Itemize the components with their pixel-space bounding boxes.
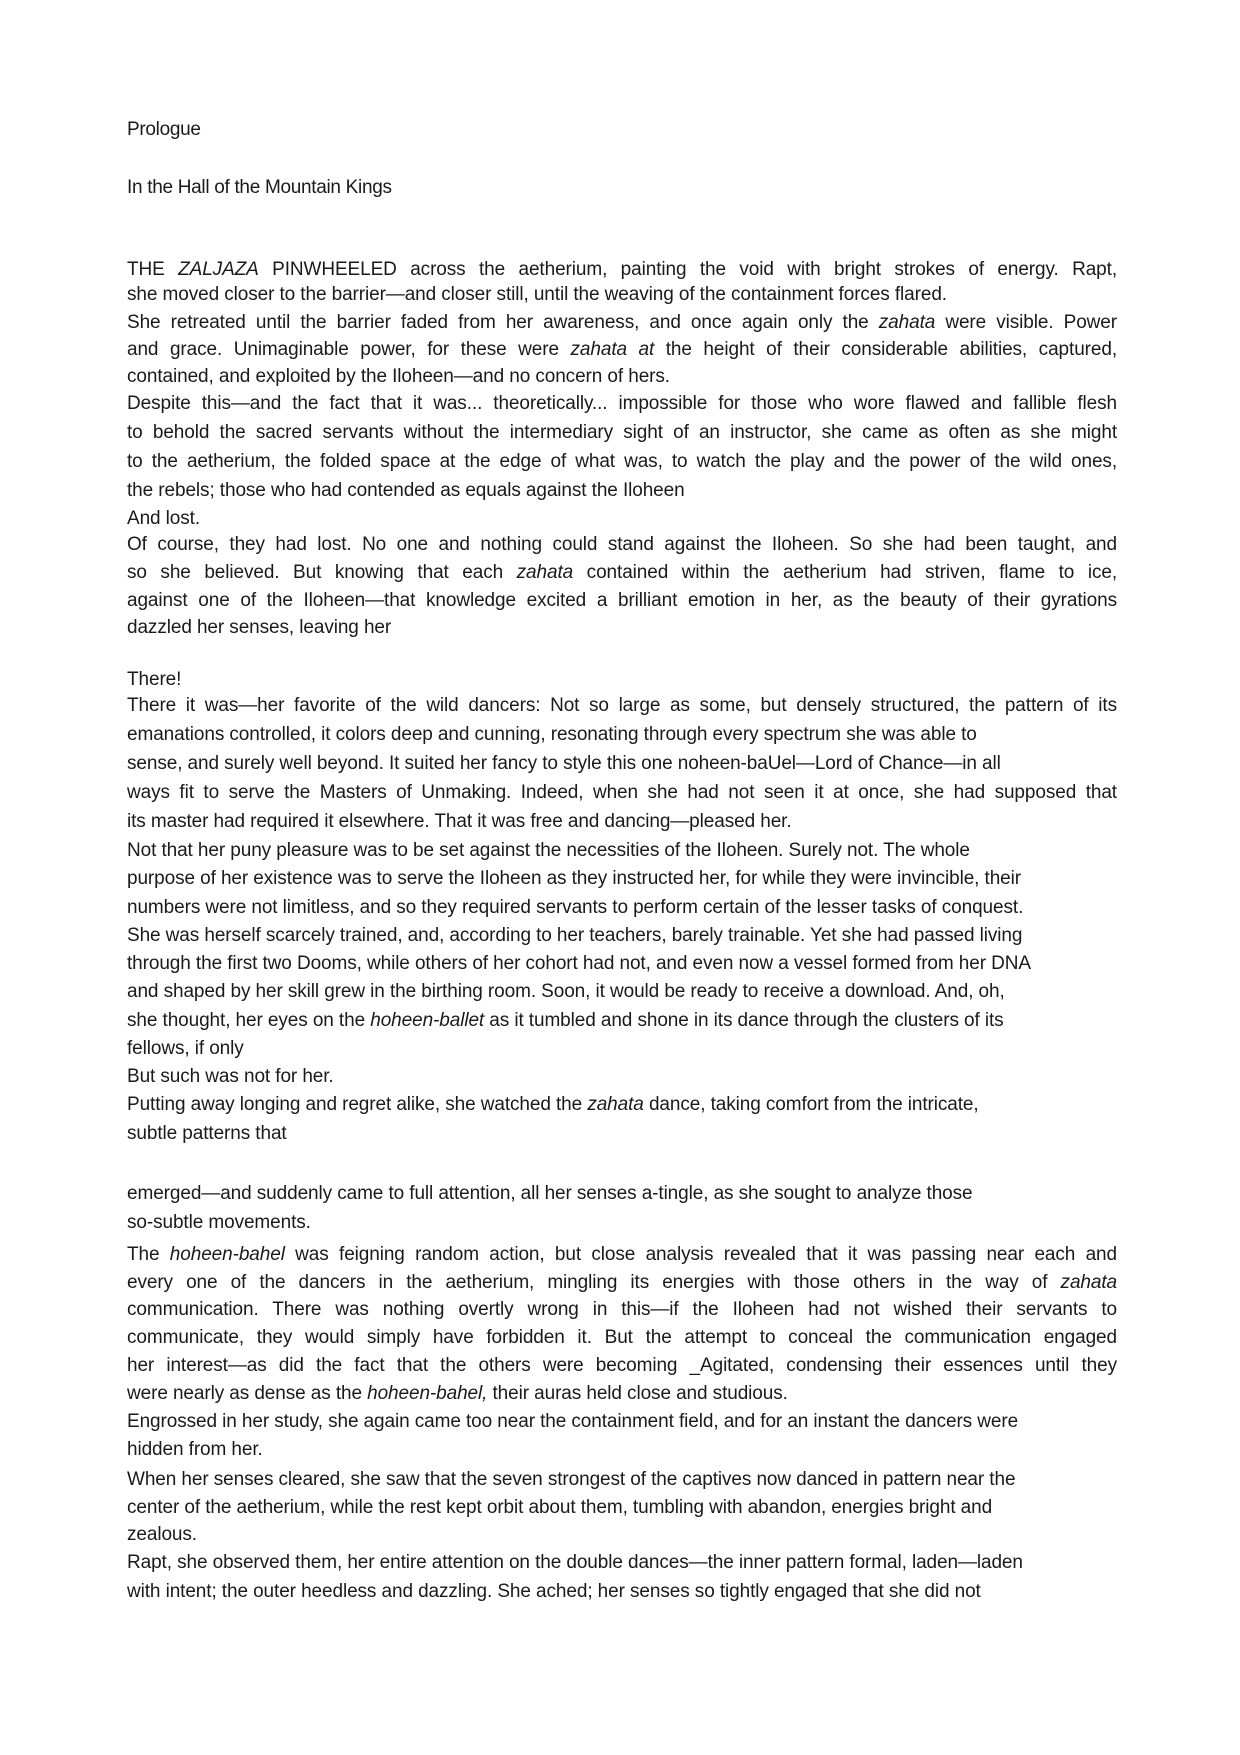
- text-line: [127, 507, 200, 531]
- text-span: so-subtle movements.: [127, 1212, 311, 1233]
- text-span: were nearly as dense as the: [127, 1383, 368, 1404]
- italic-span: zahata: [516, 562, 574, 583]
- text-span: the rebels; those who had contended as equals against the Iloheen: [127, 480, 685, 501]
- text-span: But such was not for her.: [127, 1066, 334, 1087]
- text-line: [127, 1496, 992, 1520]
- text-span: center of the aetherium, while the rest kept orbit about them, tumbling with abandon, energies bright and: [127, 1497, 993, 1518]
- text-span: There it was—her favorite of the wild dancers: Not so large as some, but densely structured, the pattern of its: [127, 695, 1117, 716]
- text-span: emerged—and suddenly came to full attention, all her senses a-tingle, as she sought to analyze those: [127, 1183, 973, 1204]
- text-line: [127, 1182, 973, 1206]
- text-line: [127, 338, 1117, 362]
- text-span: emanations controlled, it colors deep and cunning, resonating through every spectrum she was able to: [127, 724, 977, 745]
- italic-span: zahata: [878, 312, 936, 333]
- text-span: communication. There was nothing overtly wrong in this—if the Iloheen had not wished their servants to: [127, 1299, 1117, 1320]
- text-span: fellows, if only: [127, 1038, 244, 1059]
- text-span: Putting away longing and regret alike, she watched the: [127, 1094, 588, 1115]
- text-line: [127, 1093, 979, 1117]
- text-span: Not that her puny pleasure was to be set against the necessities of the Iloheen. Surely not. The whole: [127, 840, 970, 861]
- text-line: [127, 533, 1117, 557]
- text-line: [127, 781, 1117, 805]
- text-line: [127, 752, 1001, 776]
- text-span: against one of the Iloheen—that knowledge excited a brilliant emotion in her, as the beauty of their gyrations: [127, 590, 1117, 611]
- text-span: purpose of her existence was to serve the Iloheen as they instructed her, for while they were invincible, their: [127, 868, 1021, 889]
- text-span: dance, taking comfort from the intricate,: [643, 1094, 979, 1115]
- text-line: [127, 283, 947, 307]
- text-span: so she believed. But knowing that each: [127, 562, 517, 583]
- text-line: [127, 616, 391, 640]
- italic-span: zahata: [587, 1094, 644, 1115]
- text-line: [127, 1468, 1015, 1492]
- text-span: subtle patterns that: [127, 1123, 287, 1144]
- text-line: [127, 839, 970, 863]
- text-line: [127, 365, 670, 389]
- text-span: to the aetherium, the folded space at the edge of what was, to watch the play and the power of the wild ones,: [127, 451, 1117, 472]
- text-line: [127, 589, 1117, 613]
- text-span: She was herself scarcely trained, and, according to her teachers, barely trainable. Yet she had passed living: [127, 925, 1023, 946]
- text-span: as it tumbled and shone in its dance through the clusters of its: [484, 1010, 1004, 1031]
- italic-span: hoheen-bahel,: [367, 1383, 488, 1404]
- text-span: And lost.: [127, 508, 201, 529]
- text-span: dazzled her senses, leaving her: [127, 617, 392, 638]
- text-line: [127, 1354, 1117, 1378]
- text-line: [127, 1243, 1117, 1267]
- text-span: hidden from her.: [127, 1439, 263, 1460]
- text-span: through the first two Dooms, while others of her cohort had not, and even now a vessel formed from her DNA: [127, 953, 1031, 974]
- text-span: zealous.: [127, 1524, 197, 1545]
- text-span: ways fit to serve the Masters of Unmaking. Indeed, when she had not seen it at once, she had supposed that: [127, 782, 1117, 803]
- italic-span: ZALJAZA: [178, 259, 259, 280]
- text-span: PINWHEELED across the aetherium, painting the void with bright strokes of energy. Rapt,: [258, 259, 1117, 280]
- text-span: and grace. Unimaginable power, for these were: [127, 339, 571, 360]
- text-line: [127, 1523, 197, 1547]
- prologue-heading: Prologue: [127, 119, 201, 140]
- text-span: contained, and exploited by the Iloheen—and no concern of hers.: [127, 366, 670, 387]
- text-span: Engrossed in her study, she again came too near the containment field, and for an instant the dancers were: [127, 1411, 1019, 1432]
- chapter-title: In the Hall of the Mountain Kings: [127, 177, 392, 198]
- text-span: were visible. Power: [935, 312, 1117, 333]
- text-span: she thought, her eyes on the: [127, 1010, 371, 1031]
- text-span: THE: [127, 259, 179, 280]
- text-line: [127, 450, 1117, 474]
- text-span: sense, and surely well beyond. It suited her fancy to style this one noheen-baUel—Lord of Chance—in all: [127, 753, 1001, 774]
- italic-span: zahata: [1060, 1272, 1117, 1293]
- text-line: [127, 980, 1005, 1004]
- text-line: [127, 867, 1021, 891]
- text-span: She retreated until the barrier faded from her awareness, and once again only the: [127, 312, 879, 333]
- text-line: [127, 392, 1117, 416]
- text-span: There!: [127, 669, 182, 690]
- text-line: [127, 258, 1117, 282]
- text-span: the height of their considerable abilities, captured,: [654, 339, 1117, 360]
- text-line: [127, 1211, 311, 1235]
- text-line: [127, 421, 1117, 445]
- text-line: [127, 723, 977, 747]
- text-span: every one of the dancers in the aetherium, mingling its energies with those others in the way of: [127, 1272, 1061, 1293]
- text-line: [127, 1271, 1117, 1295]
- text-line: [127, 694, 1117, 718]
- text-span: their auras held close and studious.: [487, 1383, 788, 1404]
- text-line: [127, 1580, 981, 1604]
- text-line: [127, 1326, 1117, 1350]
- text-line: [127, 810, 792, 834]
- text-span: communicate, they would simply have forbidden it. But the attempt to conceal the communication engaged: [127, 1327, 1117, 1348]
- text-line: [127, 561, 1117, 585]
- text-span: to behold the sacred servants without the intermediary sight of an instructor, she came as often as she might: [127, 422, 1117, 443]
- text-line: [127, 1410, 1018, 1434]
- text-span: The: [127, 1244, 170, 1265]
- text-line: [127, 1298, 1117, 1322]
- text-line: [127, 1065, 334, 1089]
- italic-span: hoheen-ballet: [370, 1010, 485, 1031]
- text-span: was feigning random action, but close analysis revealed that it was passing near each and: [284, 1244, 1117, 1265]
- text-line: [127, 311, 1117, 335]
- text-line: [127, 1551, 1023, 1575]
- text-line: [127, 1122, 287, 1146]
- text-line: [127, 1438, 263, 1462]
- text-line: [127, 924, 1022, 948]
- text-span: Of course, they had lost. No one and nothing could stand against the Iloheen. So she had been taught, and: [127, 534, 1117, 555]
- text-span: with intent; the outer heedless and dazzling. She ached; her senses so tightly engaged that she did not: [127, 1581, 981, 1602]
- italic-span: hoheen-bahel: [169, 1244, 285, 1265]
- text-span: she moved closer to the barrier—and closer still, until the weaving of the containment forces flared.: [127, 284, 947, 305]
- text-line: [127, 479, 685, 503]
- text-line: [127, 896, 1023, 920]
- text-span: Rapt, she observed them, her entire attention on the double dances—the inner pattern formal, laden—laden: [127, 1552, 1023, 1573]
- text-span: and shaped by her skill grew in the birthing room. Soon, it would be ready to receive a download. And, oh,: [127, 981, 1005, 1002]
- text-span: When her senses cleared, she saw that the seven strongest of the captives now danced in pattern near the: [127, 1469, 1016, 1490]
- text-span: its master had required it elsewhere. That it was free and dancing—pleased her.: [127, 811, 792, 832]
- text-line: [127, 1382, 788, 1406]
- text-line: [127, 952, 1031, 976]
- italic-span: zahata at: [570, 339, 655, 360]
- text-line: [127, 1009, 1004, 1033]
- text-span: numbers were not limitless, and so they required servants to perform certain of the lesser tasks of conquest.: [127, 897, 1024, 918]
- text-span: Despite this—and the fact that it was... theoretically... impossible for those who wore flawed and fallible flesh: [127, 393, 1117, 414]
- text-line: [127, 1037, 244, 1061]
- text-span: her interest—as did the fact that the others were becoming _Agitated, condensing their essences until they: [127, 1355, 1117, 1376]
- text-span: contained within the aetherium had striven, flame to ice,: [573, 562, 1118, 583]
- text-line: [127, 668, 181, 692]
